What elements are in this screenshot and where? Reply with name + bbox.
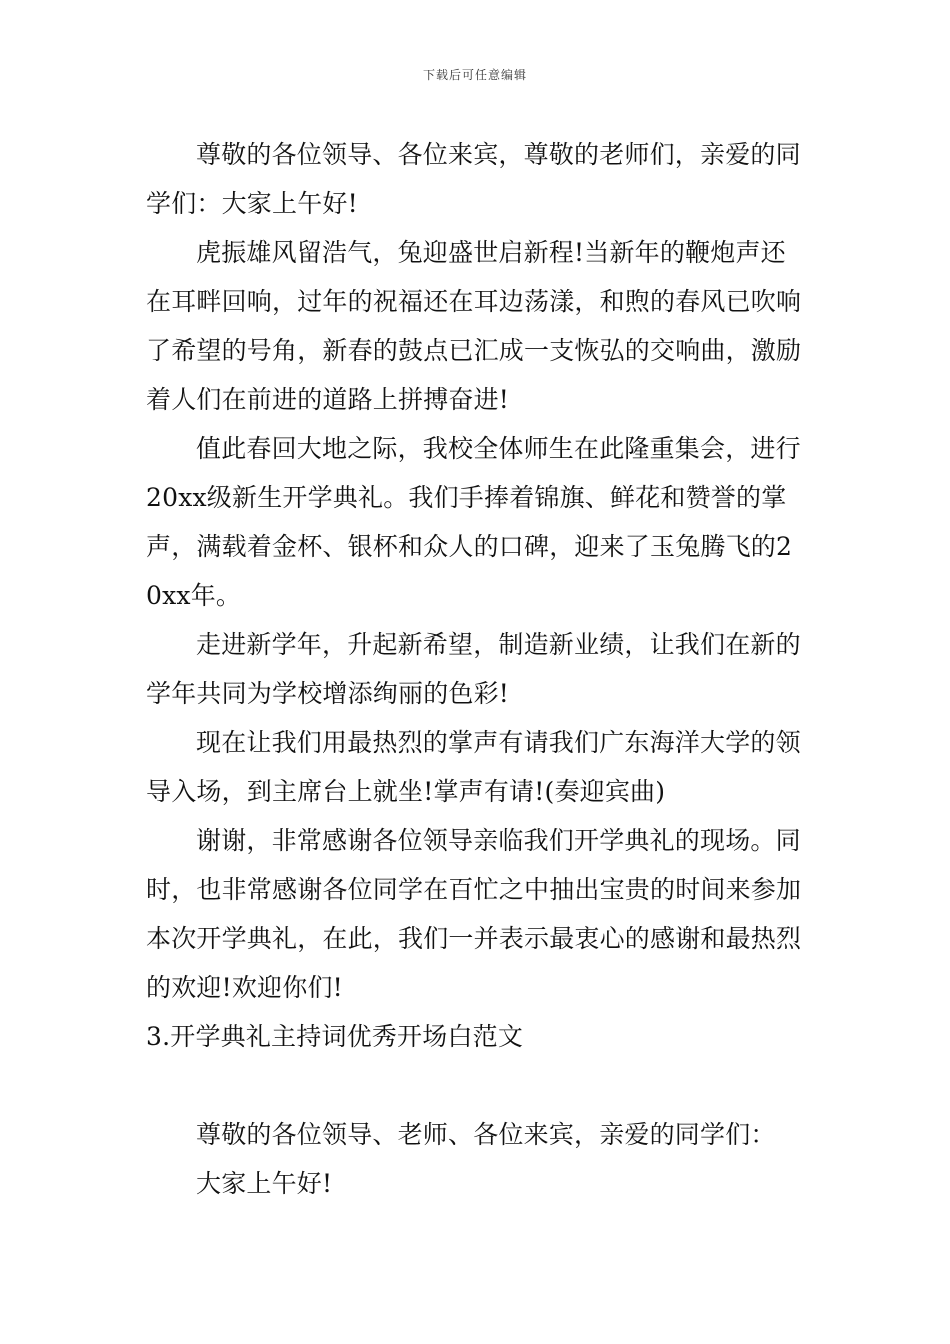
section-paragraph-greeting: 尊敬的各位领导、老师、各位来宾，亲爱的同学们： <box>196 1120 776 1149</box>
section-heading: 3.开学典礼主持词优秀开场白范文 <box>146 1022 524 1051</box>
paragraph-thanks: 谢谢，非常感谢各位领导亲临我们开学典礼的现场。同时，也非常感谢各位同学在百忙之中抽出宝贵的时间来参加本次开学典礼，在此，我们一并表示最衷心的感谢和最热烈的欢迎!欢迎你们! <box>146 826 802 1002</box>
paragraph-new-year: 虎振雄风留浩气，兔迎盛世启新程!当新年的鞭炮声还在耳畔回响，过年的祝福还在耳边荡漾，和煦的春风已吹响了希望的号角，新春的鼓点已汇成一支恢弘的交响曲，激励着人们在前进的道路上拼搏奋进! <box>146 238 802 414</box>
paragraph-new-term: 走进新学年，升起新希望，制造新业绩，让我们在新的学年共同为学校增添绚丽的色彩! <box>146 630 801 708</box>
document-body <box>146 130 806 1208</box>
blank-line <box>146 1061 806 1110</box>
section-paragraph-good-morning: 大家上午好! <box>196 1169 333 1198</box>
paragraph-welcome-leaders: 现在让我们用最热烈的掌声有请我们广东海洋大学的领导入场，到主席台上就坐!掌声有请!(奏迎宾曲) <box>146 728 801 806</box>
page-header: 下载后可任意编辑 <box>422 68 527 82</box>
paragraph-ceremony: 值此春回大地之际，我校全体师生在此隆重集会，进行20xx级新生开学典礼。我们手捧着锦旗、鲜花和赞誉的掌声，满载着金杯、银杯和众人的口碑，迎来了玉兔腾飞的20xx年。 <box>146 434 801 610</box>
paragraph-greeting: 尊敬的各位领导、各位来宾，尊敬的老师们，亲爱的同学们：大家上午好! <box>146 140 801 218</box>
